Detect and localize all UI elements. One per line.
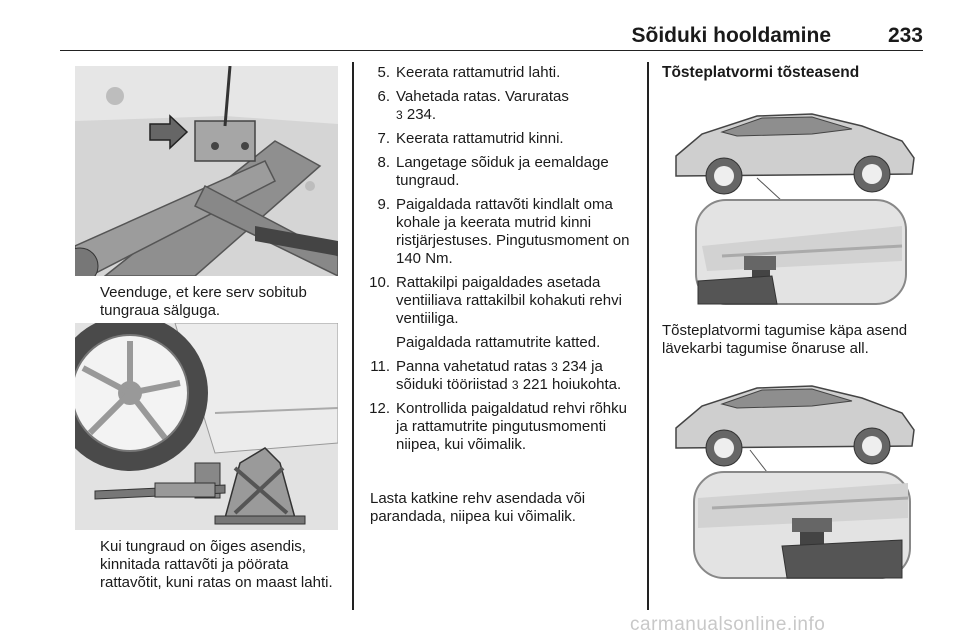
list-item: 11. Panna vahetatud ratas 3 234 ja sõiduki tööriistad 3 221 hoiukohta. [370,358,622,393]
page-number: 233 [887,24,923,47]
closing-paragraph: Lasta katkine rehv asendada või parandada, niipea kui võimalik. [370,490,586,525]
list-item: 5. Keerata rattamutrid lahti. [377,64,561,81]
reference-arrow-icon: 3 [396,108,403,122]
section-title: Tõsteplatvormi tõsteasend [662,64,860,81]
reference-arrow-icon: 3 [551,360,558,374]
watermark: carmanualsonline.info [630,614,826,635]
page-reference-link[interactable]: 234 ja sõiduki tööriistad [396,358,603,393]
lift-point-illustration-bottom [662,368,926,580]
page-header-title: Sõiduki hooldamine [631,24,831,47]
wheel-change-steps [366,64,641,460]
jack-notch-illustration [75,66,338,276]
caption-jack-wrench: Kui tungraud on õiges asendis, kinnitada rattavõti ja pöörata rattavõtit, kuni ratas on maast lahti. [100,538,333,591]
list-item: 8. Langetage sõiduk ja eemaldage tungraud. [377,154,609,189]
caption-jack-notch: Veenduge, et kere serv sobitub tungraua sälguga. [100,284,307,319]
list-item: 12. Kontrollida paigaldatud rehvi rõhku ja rattamutrite pingutusmomenti niipea, kui võimalik. [369,400,627,453]
list-item: 6. Vahetada ratas. Varuratas 3 234. [377,88,569,123]
column-divider-right [647,62,649,610]
step-subnote: Paigaldada rattamutrite katted. [396,334,601,351]
list-item: 9. Paigaldada rattavõti kindlalt oma kohale ja keerata mutrid kinni ristjärjestuses. Pingutusmoment on 140 Nm. [377,196,630,267]
column-divider-left [352,62,354,610]
jack-wrench-illustration [75,323,338,530]
page-reference-link[interactable]: 234. [406,106,437,123]
page-reference-link[interactable]: 221 hoiukohta. [522,376,622,393]
page-header [60,22,923,51]
reference-arrow-icon: 3 [511,378,519,392]
list-item: 10. Rattakilpi paigaldades asetada ventiiliava rattakilbil kohakuti rehvi ventiiliga. Paigaldada rattamutrite katted. [366,274,641,352]
caption-lift-rear: Tõsteplatvormi tagumise käpa asend lävekarbi tagumise õnaruse all. [662,322,908,357]
list-item: 7. Keerata rattamutrid kinni. [377,130,564,147]
lift-point-illustration-top [662,96,926,306]
